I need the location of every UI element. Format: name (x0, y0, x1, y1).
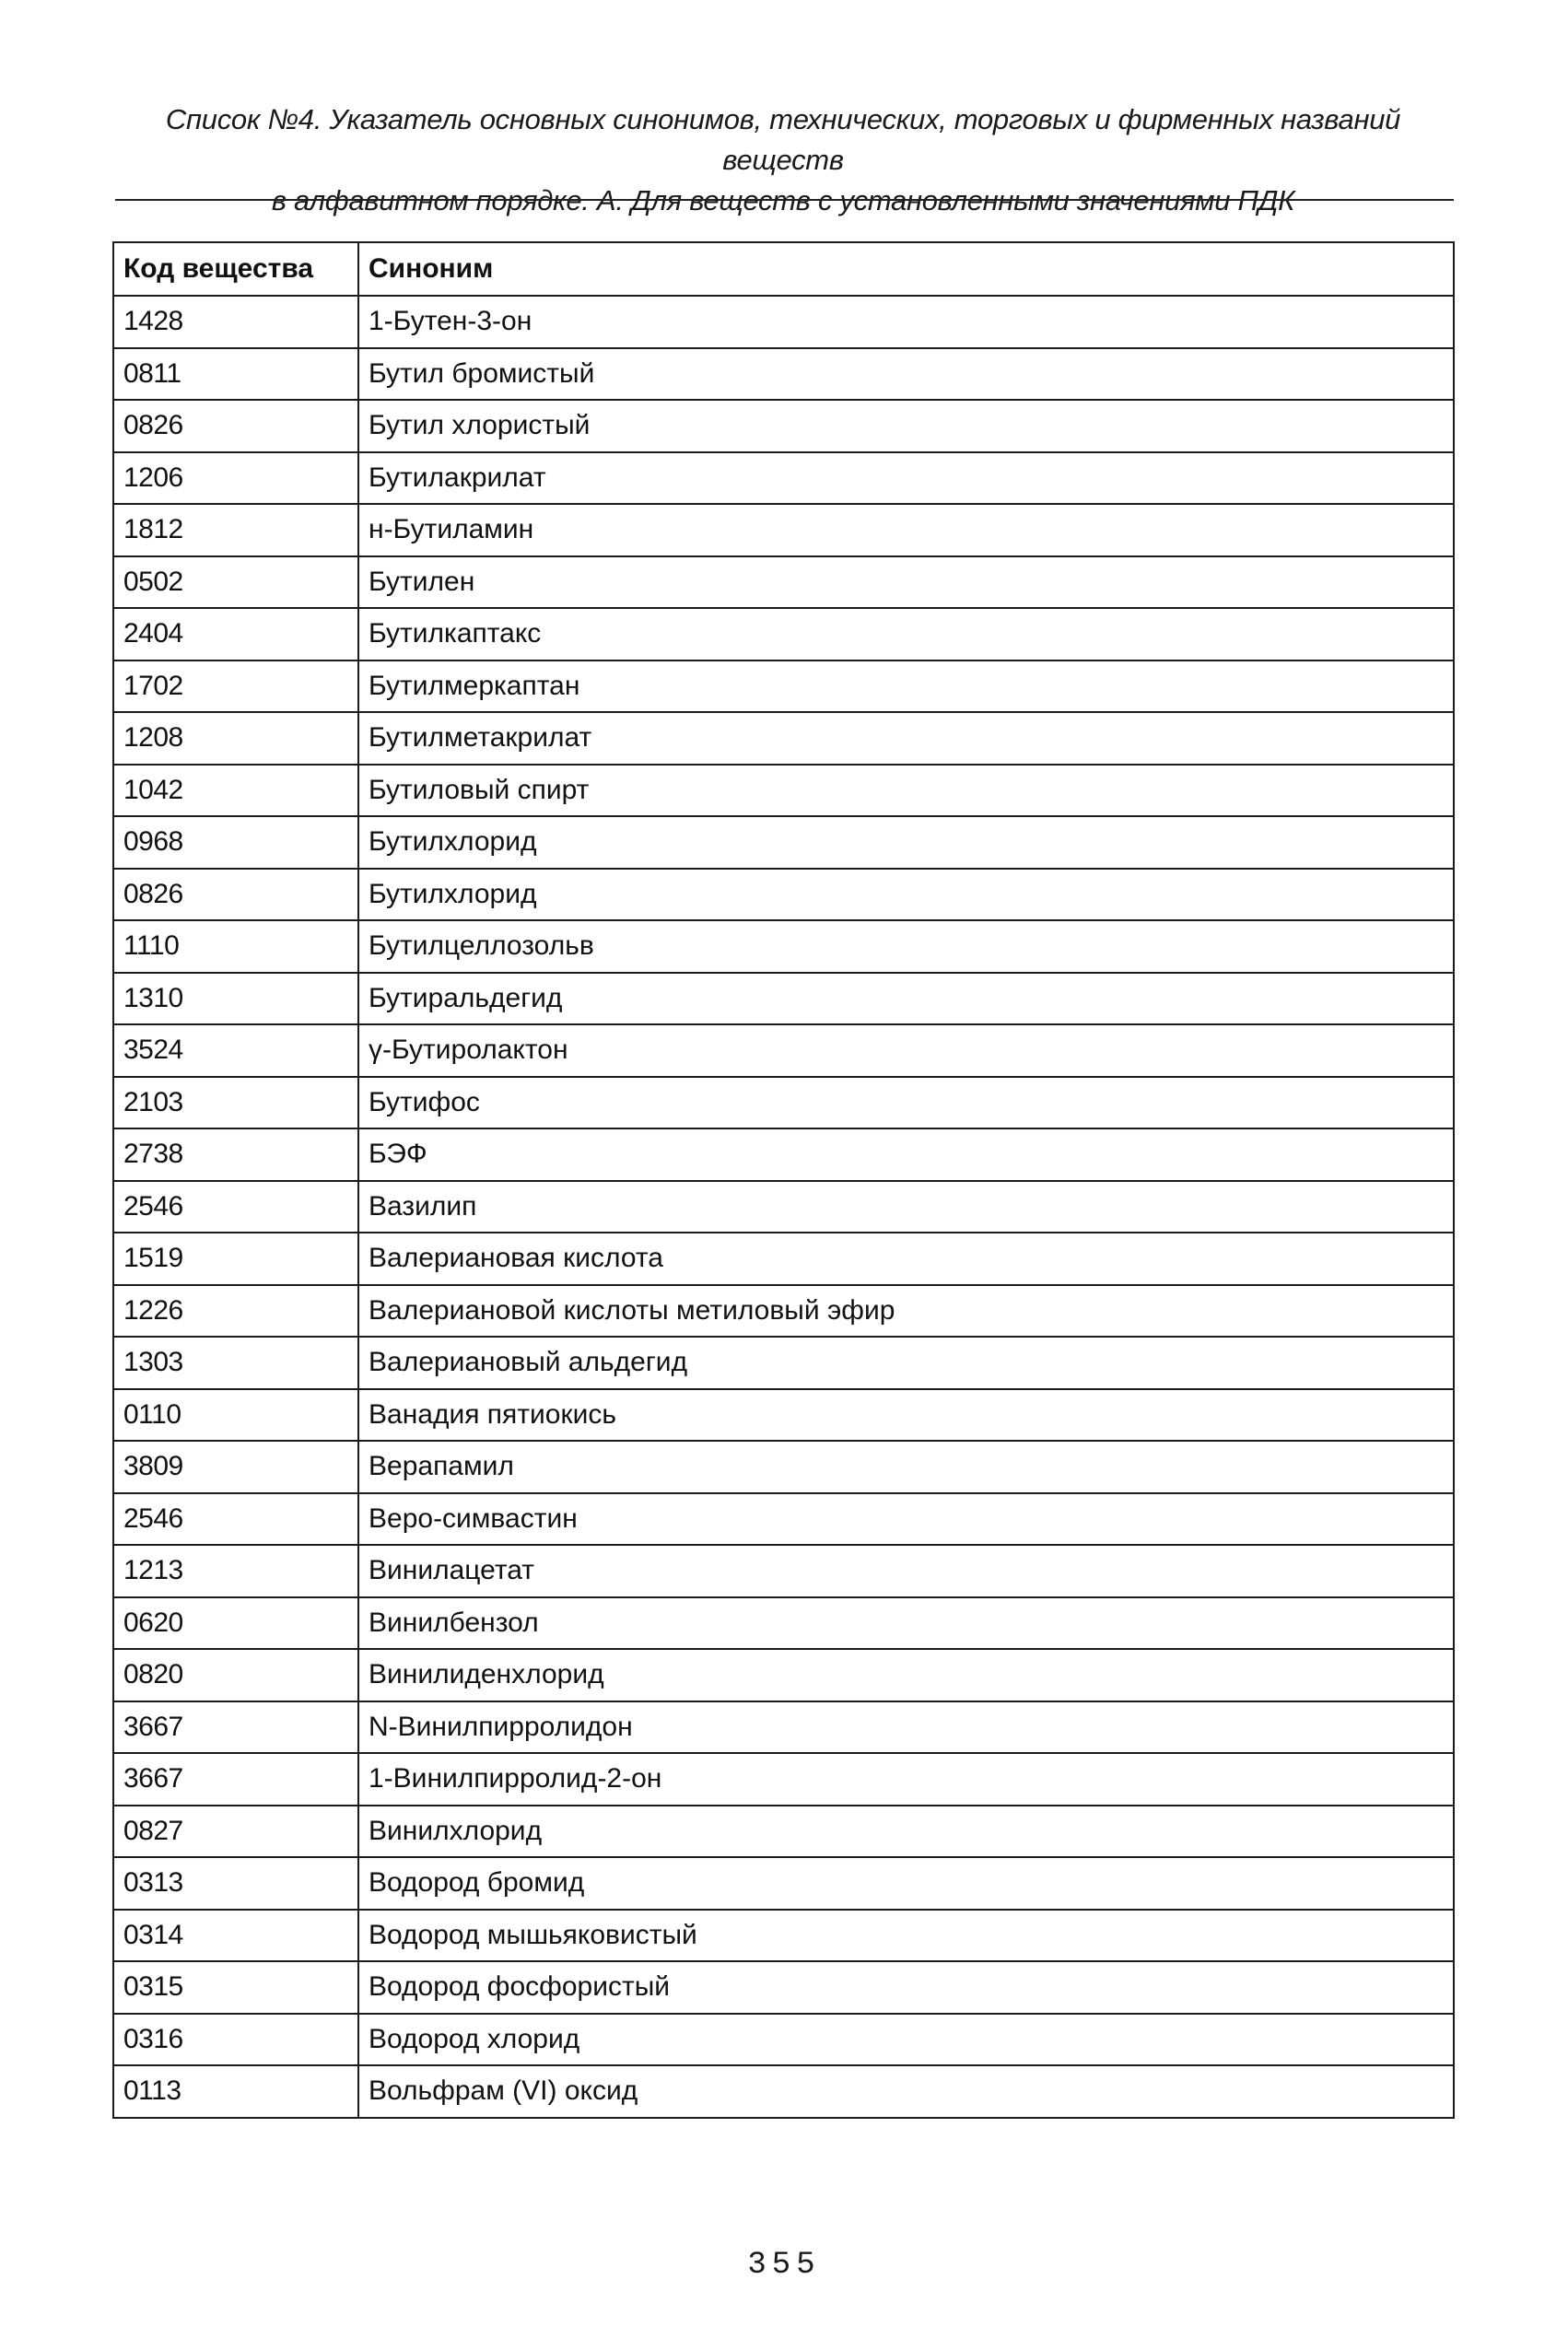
synonym-cell: Водород хлорид (358, 2014, 1454, 2066)
table-row (113, 296, 1454, 348)
substance-code-cell: 3667 (113, 1753, 358, 1806)
table-row (113, 1128, 1454, 1181)
synonym-cell: Бутил хлористый (358, 400, 1454, 452)
substance-code-cell: 0826 (113, 869, 358, 921)
substance-code-cell: 0820 (113, 1649, 358, 1701)
table-row (113, 2065, 1454, 2118)
synonym-cell: Веро-симвастин (358, 1493, 1454, 1546)
table-row (113, 1077, 1454, 1129)
table-row (113, 973, 1454, 1025)
synonym-cell: N-Винилпирролидон (358, 1701, 1454, 1754)
synonym-cell: Валериановой кислоты метиловый эфир (358, 1285, 1454, 1338)
table-row (113, 869, 1454, 921)
synonym-cell: 1-Бутен-3-он (358, 296, 1454, 348)
table-row (113, 1597, 1454, 1650)
table-row (113, 400, 1454, 452)
table-row (113, 1441, 1454, 1493)
substance-code-cell: 0314 (113, 1910, 358, 1962)
substance-code-cell: 2546 (113, 1493, 358, 1546)
substance-code-cell: 0968 (113, 816, 358, 869)
synonym-cell: 1-Винилпирролид-2-он (358, 1753, 1454, 1806)
table-row (113, 1024, 1454, 1077)
table-header-row (113, 242, 1454, 296)
table-row (113, 920, 1454, 973)
substance-code-cell: 2103 (113, 1077, 358, 1129)
substance-code-cell: 3809 (113, 1441, 358, 1493)
substance-code-cell: 0811 (113, 348, 358, 401)
substance-code-cell: 0827 (113, 1806, 358, 1858)
substance-code-cell: 1208 (113, 712, 358, 765)
substance-code-cell: 1428 (113, 296, 358, 348)
table-row (113, 1493, 1454, 1546)
table-row (113, 1753, 1454, 1806)
synonym-cell: Бутифос (358, 1077, 1454, 1129)
table-row (113, 1337, 1454, 1389)
synonym-cell: Винилхлорид (358, 1806, 1454, 1858)
table-row (113, 1857, 1454, 1910)
table-row (113, 712, 1454, 765)
table-row (113, 1389, 1454, 1442)
synonym-table (112, 241, 1455, 2119)
synonym-cell: Бутил бромистый (358, 348, 1454, 401)
synonym-cell: Бутилмеркаптан (358, 660, 1454, 713)
substance-code-cell: 0113 (113, 2065, 358, 2118)
substance-code-cell: 1226 (113, 1285, 358, 1338)
substance-code-cell: 1310 (113, 973, 358, 1025)
table-row (113, 1806, 1454, 1858)
header-line-1: Список №4. Указатель основных синонимов, технических, торговых и фирменных названий веществ (165, 103, 1401, 176)
synonym-cell: Водород мышьяковистый (358, 1910, 1454, 1962)
substance-code-cell: 2546 (113, 1181, 358, 1233)
substance-code-cell: 1042 (113, 765, 358, 817)
synonym-cell: Бутилхлорид (358, 869, 1454, 921)
synonym-cell: БЭФ (358, 1128, 1454, 1181)
column-header-code: Код вещества (113, 242, 358, 296)
synonym-cell: Бутилкаптакс (358, 608, 1454, 660)
synonym-cell: γ-Бутиролактон (358, 1024, 1454, 1077)
synonym-cell: Валериановый альдегид (358, 1337, 1454, 1389)
table-row (113, 660, 1454, 713)
table-row (113, 1910, 1454, 1962)
table-row (113, 1961, 1454, 2014)
page-number: 355 (747, 2248, 821, 2283)
synonym-table-container (112, 241, 1453, 2119)
substance-code-cell: 1303 (113, 1337, 358, 1389)
table-row (113, 1701, 1454, 1754)
table-row (113, 1649, 1454, 1701)
substance-code-cell: 1519 (113, 1233, 358, 1285)
table-row (113, 504, 1454, 556)
table-row (113, 1545, 1454, 1597)
substance-code-cell: 1213 (113, 1545, 358, 1597)
substance-code-cell: 1702 (113, 660, 358, 713)
synonym-cell: Бутиральдегид (358, 973, 1454, 1025)
synonym-cell: Винилацетат (358, 1545, 1454, 1597)
substance-code-cell: 0502 (113, 556, 358, 609)
synonym-cell: Бутилакрилат (358, 452, 1454, 505)
column-header-synonym: Синоним (358, 242, 1454, 296)
table-row (113, 348, 1454, 401)
synonym-cell: Верапамил (358, 1441, 1454, 1493)
synonym-cell: Вазилип (358, 1181, 1454, 1233)
substance-code-cell: 3667 (113, 1701, 358, 1754)
table-row (113, 765, 1454, 817)
header-divider (115, 199, 1454, 201)
substance-code-cell: 1110 (113, 920, 358, 973)
synonym-cell: Водород бромид (358, 1857, 1454, 1910)
substance-code-cell: 2404 (113, 608, 358, 660)
synonym-cell: Бутилцеллозольв (358, 920, 1454, 973)
page-header (115, 99, 1451, 221)
substance-code-cell: 0620 (113, 1597, 358, 1650)
substance-code-cell: 3524 (113, 1024, 358, 1077)
table-row (113, 556, 1454, 609)
table-row (113, 1285, 1454, 1338)
header-line-2: в алфавитном порядке. А. Для веществ с установленными значениями ПДК (271, 184, 1295, 216)
synonym-cell: Бутиловый спирт (358, 765, 1454, 817)
table-row (113, 2014, 1454, 2066)
table-row (113, 1233, 1454, 1285)
table-row (113, 1181, 1454, 1233)
substance-code-cell: 0315 (113, 1961, 358, 2014)
table-row (113, 816, 1454, 869)
synonym-cell: Бутилен (358, 556, 1454, 609)
synonym-cell: Винилбензол (358, 1597, 1454, 1650)
substance-code-cell: 1206 (113, 452, 358, 505)
substance-code-cell: 0313 (113, 1857, 358, 1910)
synonym-cell: Ванадия пятиокись (358, 1389, 1454, 1442)
substance-code-cell: 0110 (113, 1389, 358, 1442)
table-row (113, 608, 1454, 660)
synonym-cell: Винилиденхлорид (358, 1649, 1454, 1701)
substance-code-cell: 2738 (113, 1128, 358, 1181)
substance-code-cell: 0826 (113, 400, 358, 452)
synonym-cell: Валериановая кислота (358, 1233, 1454, 1285)
synonym-cell: Бутилметакрилат (358, 712, 1454, 765)
synonym-cell: Водород фосфористый (358, 1961, 1454, 2014)
table-row (113, 452, 1454, 505)
table-body (113, 296, 1454, 2118)
synonym-cell: н-Бутиламин (358, 504, 1454, 556)
substance-code-cell: 0316 (113, 2014, 358, 2066)
substance-code-cell: 1812 (113, 504, 358, 556)
synonym-cell: Бутилхлорид (358, 816, 1454, 869)
synonym-cell: Вольфрам (VI) оксид (358, 2065, 1454, 2118)
